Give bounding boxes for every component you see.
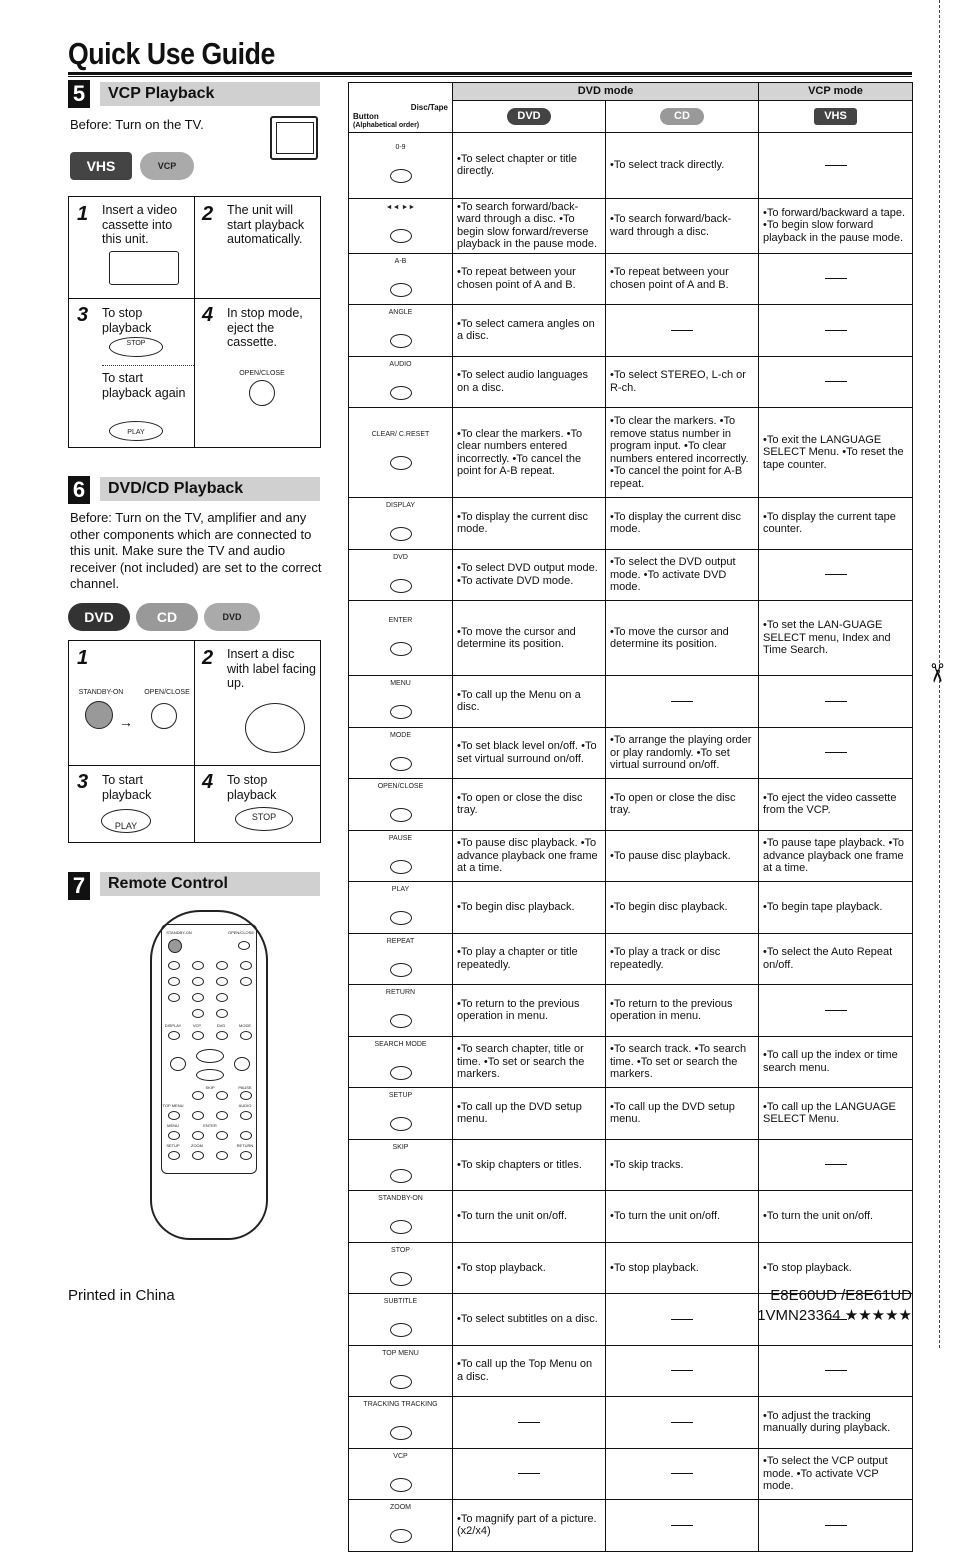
vcp-before-text: Before: Turn on the TV. [70,117,204,132]
button-label: MODE [390,731,411,739]
table-cell-dvd: •To call up the DVD setup menu. [453,1088,606,1140]
scissors-icon: ✂ [921,662,952,684]
table-cell-dvd: •To skip chapters or titles. [453,1139,606,1191]
table-cell-vcp [759,356,913,408]
stop-label-dvd: STOP [251,812,277,822]
table-button-cell [349,779,453,831]
remote-key-icon [390,169,412,183]
table-cell-dvd: •To open or close the disc tray. [453,779,606,831]
button-label: PLAY [391,886,410,893]
dvd-step-3-num: 3 [77,771,89,793]
button-label: STANDBY-ON [378,1195,423,1202]
table-cell-vcp: •To set the LAN-GUAGE SELECT menu, Index and Time Search. [759,601,913,676]
table-row [349,305,913,357]
vcp-step-4-text: In stop mode, eject the cassette. [227,306,303,349]
not-applicable-dash [825,574,847,575]
table-button-cell [349,1500,453,1552]
cd-icon: CD [660,108,704,125]
table-button-cell [349,132,453,198]
button-label: TOP MENU [382,1349,419,1357]
vcp-badge: VCP [140,152,194,180]
table-cell-dvd: •To move the cursor and determine its position. [453,601,606,676]
table-cell-dvd: •To display the current disc mode. [453,498,606,550]
not-applicable-dash [825,278,847,279]
title-rule-thin [68,76,912,77]
remote-label-return: RETURN [236,1143,254,1148]
not-applicable-dash [671,330,693,331]
remote-label-enter: ENTER [203,1123,217,1128]
table-cell-vcp: •To eject the video cassette from the VCP. [759,779,913,831]
remote-key-icon [390,911,412,925]
open-close-label-dvd: OPEN/CLOSE [144,689,190,696]
table-cell-vcp: •To exit the LANGUAGE SELECT Menu. •To reset the tape counter. [759,408,913,498]
table-cell-cd: •To search track. •To search time. •To set or search the markers. [606,1036,759,1088]
dvd-step-1-num: 1 [77,647,89,669]
remote-key-icon [390,1323,412,1337]
table-cell-cd [606,1294,759,1346]
table-button-cell [349,253,453,305]
table-cell-cd: •To pause disc playback. [606,830,759,882]
button-label: OPEN/CLOSE [377,783,424,790]
table-button-cell [349,933,453,985]
remote-key-icon [390,1014,412,1028]
vhs-icon: VHS [814,108,857,125]
remote-key-icon [390,283,412,297]
table-row [349,132,913,198]
remote-key-icon [390,527,412,541]
table-cell-cd: •To move the cursor and determine its position. [606,601,759,676]
not-applicable-dash [825,165,847,166]
table-button-cell [349,1088,453,1140]
table-cell-vcp [759,253,913,305]
not-applicable-dash [825,752,847,753]
table-row [349,1345,913,1397]
table-cell-cd: •To play a track or disc repeatedly. [606,933,759,985]
table-row [349,1036,913,1088]
table-row [349,1139,913,1191]
table-cell-vcp [759,1345,913,1397]
not-applicable-dash [825,1010,847,1011]
remote-key-icon [390,1529,412,1543]
button-label: SETUP [388,1092,413,1099]
remote-key-icon [390,1478,412,1492]
table-cell-dvd: •To select audio languages on a disc. [453,356,606,408]
stop-button-icon [109,337,163,357]
table-cell-dvd: •To select chapter or title directly. [453,132,606,198]
table-cell-cd: •To open or close the disc tray. [606,779,759,831]
table-cell-vcp: •To pause tape playback. •To advance playback one frame at a time. [759,830,913,882]
tv-icon [270,116,318,160]
table-cell-dvd: •To begin disc playback. [453,882,606,934]
standby-label: STANDBY-ON [78,689,124,696]
table-cell-dvd: •To return to the previous operation in menu. [453,985,606,1037]
button-label: ENTER [388,616,413,624]
not-applicable-dash [825,1164,847,1165]
table-cell-vcp: •To forward/backward a tape. •To begin slow forward playback in the pause mode. [759,198,913,253]
table-cell-dvd: •To call up the Menu on a disc. [453,676,606,728]
table-row [349,356,913,408]
button-label: ANGLE [388,309,413,316]
remote-eject-key [238,941,250,950]
remote-standby-key [168,939,182,953]
dvd-step-3-text: To start playback [102,773,152,802]
table-cell-dvd [453,1397,606,1449]
table-cell-dvd: •To select DVD output mode. •To activate DVD mode. [453,549,606,601]
table-cell-cd: •To arrange the playing order or play randomly. •To set virtual surround on/off. [606,727,759,779]
table-button-cell [349,1294,453,1346]
vcp-step-4-num: 4 [202,304,214,326]
table-cell-cd [606,1500,759,1552]
remote-panel [161,924,257,1174]
not-applicable-dash [671,1525,693,1526]
table-cell-dvd: •To search forward/back-ward through a disc. •To begin slow forward/reverse playback in the pause mode. [453,198,606,253]
table-cell-cd [606,676,759,728]
button-label: CLEAR/ C.RESET [371,431,430,439]
table-button-cell [349,1242,453,1294]
table-cell-vcp: •To display the current tape counter. [759,498,913,550]
table-cell-vcp [759,985,913,1037]
table-cell-cd [606,1448,759,1500]
table-cell-vcp: •To call up the LANGUAGE SELECT Menu. [759,1088,913,1140]
table-button-cell [349,1139,453,1191]
remote-key-icon [390,229,412,243]
table-button-cell [349,549,453,601]
section-heading-vcp: VCP Playback [100,82,320,106]
table-row [349,498,913,550]
dvd-step-4-num: 4 [202,771,214,793]
vcp-step-1-num: 1 [77,203,89,225]
table-cell-vcp [759,727,913,779]
table-cell-dvd: •To select camera angles on a disc. [453,305,606,357]
table-cell-cd: •To stop playback. [606,1242,759,1294]
table-button-cell [349,408,453,498]
table-row [349,933,913,985]
table-cell-vcp [759,1500,913,1552]
combo-badge: DVD [204,603,260,631]
table-cell-dvd: •To repeat between your chosen point of A and B. [453,253,606,305]
not-applicable-dash [825,701,847,702]
table-row [349,253,913,305]
not-applicable-dash [671,1370,693,1371]
dvd-before-text: Before: Turn on the TV, amplifier and any other components which are connected to this unit. Make sure the TV and audio receiver (not included) are set to the correct channel. [70,510,322,591]
remote-key-icon [390,1220,412,1234]
table-cell-vcp [759,1139,913,1191]
button-label: PAUSE [388,834,413,842]
section-number-6: 6 [68,476,90,504]
table-row [349,985,913,1037]
dvd-step-2-num: 2 [202,647,214,669]
table-cell-cd [606,1397,759,1449]
vcp-step-2-text: The unit will start playback automatically. [227,203,305,246]
table-cell-dvd: •To search chapter, title or time. •To set or search the markers. [453,1036,606,1088]
vcp-step-3-text: To stop playback [102,306,152,335]
eject-button-icon-dvd [151,703,177,729]
table-button-cell [349,1397,453,1449]
dvd-badge: DVD [68,603,130,631]
dvd-step-2-text: Insert a disc with label facing up. [227,647,316,690]
section-heading-remote: Remote Control [100,872,320,896]
remote-label-pause: PAUSE [238,1085,252,1090]
remote-key-icon [390,1375,412,1389]
play-label: PLAY [127,429,145,436]
remote-key-icon [390,1066,412,1080]
section-number-7: 7 [68,872,90,900]
not-applicable-dash [671,1422,693,1423]
not-applicable-dash [825,1370,847,1371]
table-button-cell [349,198,453,253]
table-cell-dvd: •To select subtitles on a disc. [453,1294,606,1346]
vhs-badge: VHS [70,152,132,180]
not-applicable-dash [518,1422,540,1423]
table-button-cell [349,1191,453,1243]
remote-key-icon [390,860,412,874]
table-row [349,408,913,498]
remote-key-icon [390,808,412,822]
table-row [349,1448,913,1500]
table-button-cell [349,601,453,676]
not-applicable-dash [671,1319,693,1320]
table-row [349,601,913,676]
button-label: TRACKING TRACKING [363,1401,438,1408]
table-cell-cd: •To call up the DVD setup menu. [606,1088,759,1140]
table-cell-dvd: •To magnify part of a picture. (x2/x4) [453,1500,606,1552]
not-applicable-dash [825,330,847,331]
remote-label-dvd: DVD [216,1023,226,1028]
button-label: MENU [390,680,411,687]
table-button-cell [349,498,453,550]
button-reference-table [348,82,913,1552]
button-label: SUBTITLE [383,1298,418,1305]
table-cell-cd: •To turn the unit on/off. [606,1191,759,1243]
table-row [349,1088,913,1140]
table-cell-vcp [759,132,913,198]
table-cell-vcp: •To call up the index or time search menu. [759,1036,913,1088]
remote-key-icon [390,705,412,719]
table-row [349,779,913,831]
table-cell-vcp: •To turn the unit on/off. [759,1191,913,1243]
remote-label-menu: MENU [167,1123,179,1128]
not-applicable-dash [518,1473,540,1474]
dvd-step-4-text: To stop playback [227,773,277,802]
dvd-steps-box [68,640,321,843]
disc-tray-icon [245,703,305,753]
button-label: DVD [393,553,408,561]
table-cell-vcp [759,549,913,601]
remote-key-icon [390,757,412,771]
remote-key-icon [390,1426,412,1440]
table-cell-dvd: •To pause disc playback. •To advance playback one frame at a time. [453,830,606,882]
footer-code: 1VMN23364 ★★★★★ [757,1307,912,1324]
remote-key-icon [390,1169,412,1183]
table-button-cell [349,1448,453,1500]
button-label: STOP [391,1246,410,1254]
cd-badge: CD [136,603,198,631]
table-cell-cd: •To display the current disc mode. [606,498,759,550]
button-label: ◄◄ ►► [385,204,416,212]
remote-key-icon [390,334,412,348]
table-button-cell [349,305,453,357]
remote-label-audio: AUDIO [238,1103,252,1108]
table-cell-cd: •To search forward/back-ward through a disc. [606,198,759,253]
button-label: AUDIO [389,360,412,368]
table-cell-vcp [759,305,913,357]
not-applicable-dash [825,1525,847,1526]
vcp-mode-header: VCP mode [759,83,913,101]
table-cell-cd: •To skip tracks. [606,1139,759,1191]
button-label: RETURN [385,989,416,996]
table-cell-dvd: •To play a chapter or title repeatedly. [453,933,606,985]
remote-key-icon [390,386,412,400]
section-heading-dvd: DVD/CD Playback [100,477,320,501]
remote-key-icon [390,579,412,593]
remote-label-standby: STANDBY-ON [166,930,192,935]
button-label: REPEAT [386,937,415,945]
table-corner-cell: Disc/Tape Button (Alphabetical order) [349,101,453,133]
table-cell-cd: •To select track directly. [606,132,759,198]
remote-label-setup: SETUP [166,1143,180,1148]
table-cell-cd: •To clear the markers. •To remove status number in program input. •To clear numbers entered incorrectly. •To cancel the point for A-B repeat. [606,408,759,498]
table-button-cell [349,882,453,934]
remote-key-icon [390,963,412,977]
button-label: VCP [393,1452,408,1460]
table-row [349,676,913,728]
table-cell-cd [606,1345,759,1397]
remote-control-illustration [150,910,268,1240]
footer-printed-in: Printed in China [68,1287,175,1304]
remote-label-mode: MODE [239,1023,251,1028]
table-row [349,1397,913,1449]
remote-label-topmenu: TOP MENU [162,1103,184,1108]
table-corner [349,83,453,101]
table-cell-dvd: •To stop playback. [453,1242,606,1294]
remote-label-zoom: ZOOM [191,1143,203,1148]
table-cell-vcp [759,676,913,728]
table-row [349,882,913,934]
not-applicable-dash [825,381,847,382]
vcp-step-3-text2: To start playback again [102,371,186,400]
table-cell-vcp: •To begin tape playback. [759,882,913,934]
table-cell-cd: •To return to the previous operation in menu. [606,985,759,1037]
table-row [349,1500,913,1552]
table-cell-vcp: •To select the VCP output mode. •To activate VCP mode. [759,1448,913,1500]
table-button-cell [349,1345,453,1397]
table-row [349,1191,913,1243]
remote-label-openclose: OPEN/CLOSE [227,930,254,935]
page-title: Quick Use Guide [68,36,275,71]
dvd-icon: DVD [507,108,550,125]
table-cell-vcp: •To select the Auto Repeat on/off. [759,933,913,985]
table-button-cell [349,356,453,408]
table-cell-dvd: •To set black level on/off. •To set virtual surround on/off. [453,727,606,779]
table-row [349,549,913,601]
table-button-cell [349,676,453,728]
not-applicable-dash [671,701,693,702]
arrow-icon: → [119,714,133,730]
remote-key-icon [390,1272,412,1286]
table-cell-dvd [453,1448,606,1500]
table-body [349,132,913,1551]
table-cell-dvd: •To clear the markers. •To clear numbers entered incorrectly. •To cancel the point for A-B repeat. [453,408,606,498]
table-cell-vcp: •To stop playback. [759,1242,913,1294]
table-cell-cd: •To repeat between your chosen point of A and B. [606,253,759,305]
remote-key-icon [390,642,412,656]
table-row [349,727,913,779]
table-cell-cd: •To select STEREO, L-ch or R-ch. [606,356,759,408]
cassette-icon [109,251,179,285]
button-label: SEARCH MODE [374,1040,427,1048]
table-button-cell [349,830,453,882]
table-row [349,1242,913,1294]
button-label: A-B [394,257,407,265]
button-label: SKIP [392,1143,409,1151]
table-cell-cd [606,305,759,357]
remote-key-icon [390,1117,412,1131]
table-cell-dvd: •To call up the Top Menu on a disc. [453,1345,606,1397]
table-cell-dvd: •To turn the unit on/off. [453,1191,606,1243]
table-row [349,198,913,253]
button-label: 0-9 [395,143,406,151]
remote-label-vcp: VCP [192,1023,202,1028]
stop-label: STOP [126,340,146,347]
vcp-step-2-num: 2 [202,203,214,225]
table-cell-cd: •To begin disc playback. [606,882,759,934]
vcp-step-3-num: 3 [77,304,89,326]
standby-button-icon [85,701,113,729]
table-button-cell [349,1036,453,1088]
not-applicable-dash [671,1473,693,1474]
play-label-dvd: PLAY [114,821,138,831]
table-row [349,830,913,882]
open-close-label: OPEN/CLOSE [239,370,285,377]
vcp-steps-box [68,196,321,448]
dvd-mode-header: DVD mode [453,83,759,101]
button-label: ZOOM [390,1504,411,1511]
eject-button-icon [249,380,275,406]
remote-label-display: DISPLAY [164,1023,182,1028]
table-button-cell [349,985,453,1037]
table-cell-cd: •To select the DVD output mode. •To activate DVD mode. [606,549,759,601]
vcp-step-1-text: Insert a video cassette into this unit. [102,203,178,246]
table-button-cell [349,727,453,779]
table-cell-vcp: •To adjust the tracking manually during playback. [759,1397,913,1449]
footer-model: E8E60UD /E8E61UD [770,1287,912,1304]
section-number-5: 5 [68,80,90,108]
remote-label-skip: SKIP [205,1085,215,1090]
button-label: DISPLAY [385,502,416,509]
title-rule [68,72,912,75]
remote-key-icon [390,456,412,470]
